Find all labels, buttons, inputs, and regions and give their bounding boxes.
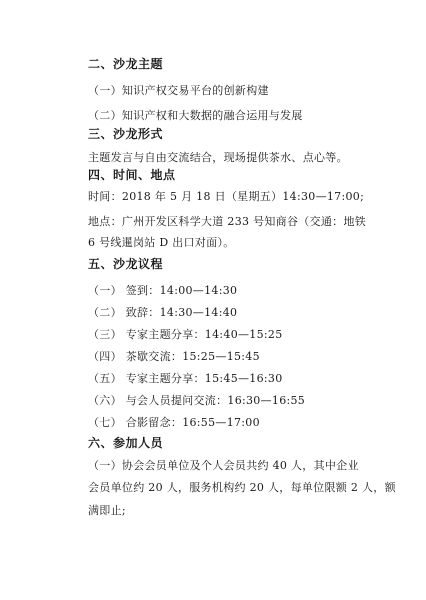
agenda-item-2: （二） 致辞：14:30—14:40	[88, 306, 238, 319]
format-body: 主题发言与自由交流结合，现场提供茶水、点心等。	[88, 151, 348, 164]
section-heading-theme: 二、沙龙主题	[88, 57, 164, 71]
agenda-item-5: （五） 专家主题分享：15:45—16:30	[88, 372, 283, 385]
theme-item-1: （一）知识产权交易平台的创新构建	[88, 84, 269, 97]
agenda-item-6: （六） 与会人员提问交流：16:30—16:55	[88, 394, 306, 407]
attendees-line-2: 会员单位约 20 人，服务机构约 20 人，每单位限额 2 人，额	[88, 481, 396, 494]
theme-item-2: （二）知识产权和大数据的融合运用与发展	[88, 109, 303, 122]
time-line: 时间：2018 年 5 月 18 日（星期五）14:30—17:00;	[88, 190, 365, 203]
agenda-item-7: （七） 合影留念：16:55—17:00	[88, 416, 260, 429]
agenda-item-1: （一） 签到：14:00—14:30	[88, 284, 238, 297]
place-line-1: 地点：广州开发区科学大道 233 号知商谷（交通：地铁	[88, 215, 367, 228]
place-line-2: 6 号线暹岗站 D 出口对面）。	[88, 236, 235, 249]
section-heading-time-place: 四、时间、地点	[88, 168, 176, 182]
attendees-line-3: 满即止;	[88, 504, 126, 517]
section-heading-format: 三、沙龙形式	[88, 127, 164, 141]
section-heading-agenda: 五、沙龙议程	[88, 257, 164, 271]
agenda-item-4: （四） 茶歇交流：15:25—15:45	[88, 350, 260, 363]
attendees-line-1: （一）协会会员单位及个人会员共约 40 人，其中企业	[88, 459, 359, 472]
agenda-item-3: （三） 专家主题分享：14:40—15:25	[88, 328, 283, 341]
section-heading-attendees: 六、参加人员	[88, 436, 164, 450]
